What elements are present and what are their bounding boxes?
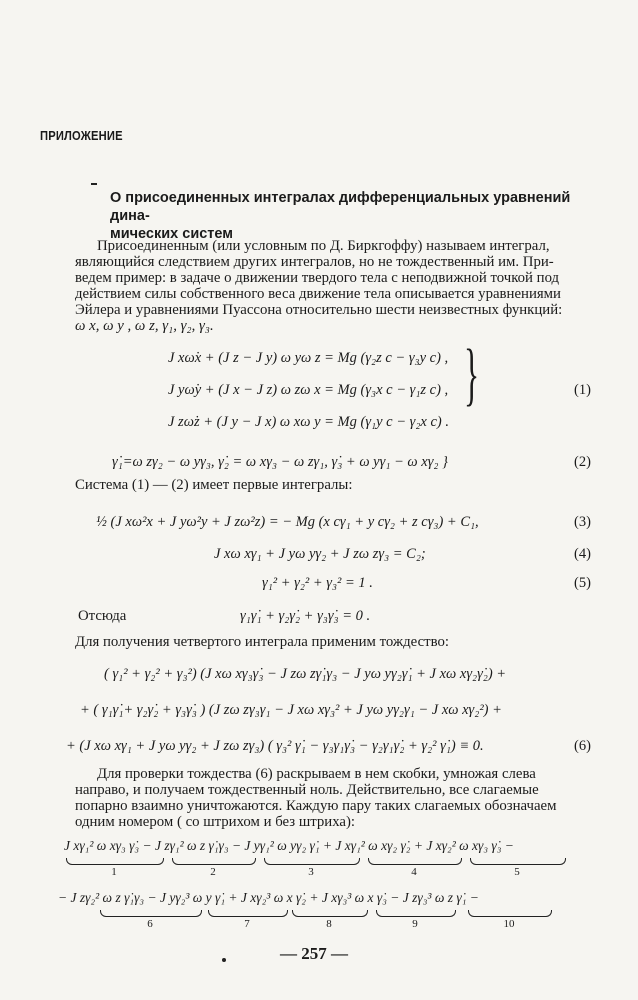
eq1-brace: } <box>464 336 480 413</box>
underbrace-6 <box>100 910 202 917</box>
section-title-line2: мических систем <box>110 226 234 242</box>
section-title <box>110 189 590 243</box>
intro-line: Эйлера и уравнениями Пуассона относительно шести неизвестных функций: <box>75 302 563 318</box>
intro-line: ведем пример: в задаче о движении твердого тела с неподвижной точкой под <box>75 270 560 286</box>
hence-equation: γ₁γ̇₁ + γ₂γ̇₂ + γ₃γ̇₃ = 0 . <box>240 608 371 624</box>
eq1-line1: J xω̇x + (J z − J y) ω yω z = Mg (γ₂z c − γ₃y c) , <box>168 350 449 366</box>
check-line: одним номером ( со штрихом и без штриха): <box>75 814 356 830</box>
underbrace-5 <box>470 858 566 865</box>
eq1-number: (1) <box>574 382 591 398</box>
eq6-number: (6) <box>574 738 591 754</box>
margin-mark <box>91 183 97 185</box>
intro-line: являющийся следствием других интегралов, но не тождественный им. При- <box>75 254 554 270</box>
eq3-number: (3) <box>574 514 591 530</box>
underbrace-10 <box>468 910 552 917</box>
intro-line: действием силы собственного веса движение тела описывается уравнениями <box>75 286 561 302</box>
underbrace-label: 8 <box>326 918 332 930</box>
underbrace-label: 5 <box>514 866 520 878</box>
eq4: J xω xγ₁ + J yω yγ₂ + J zω zγ₃ = C₂; <box>214 546 426 562</box>
underbrace-label: 3 <box>308 866 314 878</box>
check-line: попарно взаимно уничтожаются. Каждую пару таких слагаемых обозначаем <box>75 798 557 814</box>
eq5: γ₁² + γ₂² + γ₃² = 1 . <box>262 575 373 591</box>
check-line: направо, и получаем тождественный ноль. Действительно, все слагаемые <box>75 782 539 798</box>
intro-line: Присоединенным (или условным по Д. Биркгоффу) называем интеграл, <box>97 238 550 254</box>
expansion-line2: − J zγ₂² ω z γ̇₁γ₃ − J yγ₂³ ω y γ̇₁ + J xγ₂³ ω x γ̇₂ + J xγ₃³ ω x γ̇₃ − J zγ₃³ ω z γ̇₁ − <box>58 890 479 905</box>
underbrace-label: 2 <box>210 866 216 878</box>
identity-sentence: Для получения четвертого интеграла применим тождество: <box>75 634 450 650</box>
underbrace-4 <box>368 858 462 865</box>
expansion-line1: J xγ₁² ω xγ₃ γ̇₃ − J zγ₁² ω z γ̇₁γ₃ − J yγ₁² ω yγ₂ γ̇₁ + J xγ₁² ω xγ₂ γ̇₂ + J xγ₂² ω xγ₃ γ̇₃ − <box>64 838 514 853</box>
eq1-line3: J zω̇z + (J y − J x) ω xω y = Mg (γ₁y c − γ₂x c) . <box>168 414 449 430</box>
check-paragraph <box>75 766 590 830</box>
appendix-heading: ПРИЛОЖЕНИЕ <box>40 128 123 143</box>
eq3: ½ (J xω²x + J yω²y + J zω²z) = − Mg (x cγ₁ + y cγ₂ + z cγ₃) + C₁, <box>96 514 479 530</box>
underbrace-label: 4 <box>411 866 417 878</box>
eq2-number: (2) <box>574 454 591 470</box>
underbrace-label: 7 <box>244 918 250 930</box>
eq6-line2: + ( γ₁γ̇₁+ γ₂γ̇₂ + γ₃γ̇₃ ) (J zω zγ₃γ₁ − J xω xγ₃² + J yω yγ₂γ₁ − J xω xγ₂²) + <box>80 702 502 718</box>
underbrace-7 <box>208 910 288 917</box>
eq6-line1: ( γ₁² + γ₂² + γ₃²) (J xω xγ₃γ̇₃ − J zω zγ̇₁γ₃ − J yω yγ₂γ̇₁ + J xω xγ₂γ̇₂) + <box>104 666 507 682</box>
underbrace-label: 9 <box>412 918 418 930</box>
hence-word: Отсюда <box>78 608 127 624</box>
eq4-number: (4) <box>574 546 591 562</box>
eq2: γ̇₁=ω zγ₂ − ω yγ₃, γ̇₂ = ω xγ₃ − ω zγ₁, γ̇₃ + ω yγ₁ − ω xγ₂ } <box>112 454 448 470</box>
intro-line: ω x, ω y , ω z, γ₁, γ₂, γ₃. <box>75 318 214 334</box>
check-line: Для проверки тождества (6) раскрываем в нем скобки, умножая слева <box>97 766 536 782</box>
underbrace-2 <box>172 858 256 865</box>
eq1-line2: J yω̇y + (J x − J z) ω zω x = Mg (γ₃x c − γ₁z c) , <box>168 382 449 398</box>
underbrace-label: 10 <box>503 918 515 930</box>
underbrace-9 <box>376 910 456 917</box>
section-title-line1: О присоединенных интегралах дифференциальных уравнений дина- <box>110 190 571 224</box>
underbrace-label: 6 <box>147 918 153 930</box>
underbrace-label: 1 <box>111 866 117 878</box>
eq6-line3: + (J xω xγ₁ + J yω yγ₂ + J zω zγ₃) ( γ₃² γ̇₁ − γ₃γ₁γ̇₃ − γ₂γ₁γ̇₂ + γ₂² γ̇₁) ≡ 0. <box>66 738 484 754</box>
intro-paragraph <box>75 238 590 334</box>
ink-dot <box>222 958 226 962</box>
underbrace-8 <box>292 910 368 917</box>
underbrace-3 <box>264 858 360 865</box>
page-number: — 257 — <box>280 944 348 963</box>
system-sentence: Система (1) — (2) имеет первые интегралы: <box>75 477 353 493</box>
underbrace-1 <box>66 858 164 865</box>
eq5-number: (5) <box>574 575 591 591</box>
